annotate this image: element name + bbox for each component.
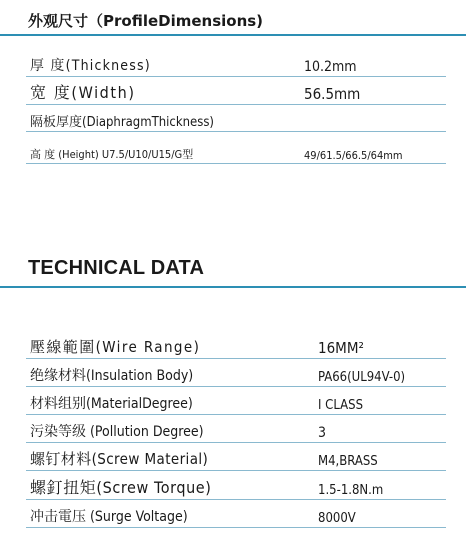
spec-value-material-degree: I CLASS	[318, 398, 363, 413]
spec-row-diaphragm	[26, 107, 446, 132]
spec-row-material-degree	[26, 389, 446, 415]
spec-value-surge-voltage: 8000V	[318, 511, 356, 526]
spec-label-height: 高 度 (Height) U7.5/U10/U15/G型	[30, 148, 194, 161]
spec-label-diaphragm: 隔板厚度(DiaphragmThickness)	[30, 115, 214, 130]
spec-row-insulation-body	[26, 361, 446, 387]
spec-label-screw-material: 螺钉材料(Screw Material)	[30, 450, 209, 468]
profile-dimensions-title: 外观尺寸（ProfileDimensions)	[28, 12, 264, 30]
spec-label-wire-range: 壓線範圍(Wire Range)	[30, 338, 201, 356]
spec-row-wire-range	[26, 333, 446, 359]
spec-value-height: 49/61.5/66.5/64mm	[304, 149, 403, 162]
spec-label-surge-voltage: 冲击電压 (Surge Voltage)	[30, 509, 188, 525]
spec-label-insulation-body: 绝缘材料(Insulation Body)	[30, 368, 194, 384]
spec-label-material-degree: 材料组别(MaterialDegree)	[30, 396, 193, 412]
spec-value-thickness: 10.2mm	[304, 59, 357, 75]
spec-value-width: 56.5mm	[304, 85, 361, 103]
spec-label-thickness: 厚 度(Thickness)	[30, 58, 151, 74]
spec-row-height	[26, 135, 446, 164]
spec-row-pollution-degree	[26, 417, 446, 443]
spec-row-surge-voltage	[26, 502, 446, 528]
spec-value-pollution-degree: 3	[318, 425, 327, 441]
spec-row-width	[26, 78, 446, 105]
spec-label-screw-torque: 螺釘扭矩(Screw Torque)	[30, 478, 212, 497]
spec-row-screw-torque	[26, 473, 446, 500]
spec-value-screw-material: M4,BRASS	[318, 454, 378, 469]
spec-value-insulation-body: PA66(UL94V-0)	[318, 370, 406, 385]
spec-label-pollution-degree: 污染等级 (Pollution Degree)	[30, 424, 204, 440]
spec-value-screw-torque: 1.5-1.8N.m	[318, 483, 384, 498]
technical-title-rule	[0, 286, 466, 288]
spec-label-width: 宽 度(Width)	[30, 83, 136, 102]
spec-value-wire-range: 16MM²	[318, 339, 364, 357]
spec-row-thickness	[26, 52, 446, 77]
profile-title-rule	[0, 34, 466, 36]
technical-data-title: TECHNICAL DATA	[28, 257, 205, 279]
spec-row-screw-material	[26, 445, 446, 471]
